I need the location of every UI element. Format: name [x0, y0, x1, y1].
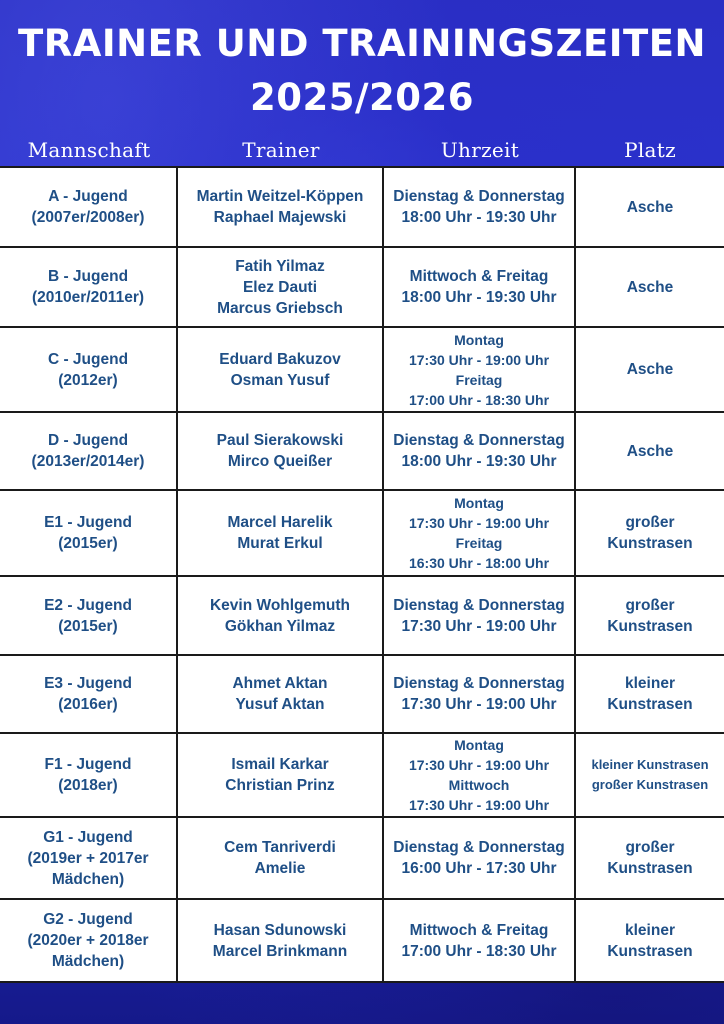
- column-header-team: Mannschaft: [27, 138, 151, 162]
- place-line: kleiner: [625, 675, 675, 692]
- place-cell: [576, 818, 724, 898]
- time-cell: [384, 577, 576, 654]
- time-line: Montag: [454, 737, 504, 753]
- time-line: Dienstag & Donnerstag: [393, 675, 565, 692]
- team-cell: [0, 491, 178, 575]
- trainer-cell: [178, 168, 384, 246]
- page-title: TRAINER UND TRAININGSZEITEN: [17, 22, 707, 65]
- time-line: 16:30 Uhr - 18:00 Uhr: [408, 555, 550, 571]
- team-line: E2 - Jugend: [44, 596, 132, 614]
- column-header-place: Platz: [624, 138, 676, 162]
- trainer-line: Elez Dauti: [242, 278, 318, 296]
- place-cell: [576, 577, 724, 654]
- time-line: Mittwoch: [448, 777, 510, 793]
- table-row: [0, 248, 724, 328]
- time-line: Montag: [454, 495, 504, 511]
- time-cell: [384, 818, 576, 898]
- time-line: 17:30 Uhr - 19:00 Uhr: [408, 351, 550, 368]
- table-row: [0, 900, 724, 983]
- trainer-line: Yusuf Aktan: [235, 696, 325, 713]
- time-line: Dienstag & Donnerstag: [393, 839, 565, 856]
- trainer-cell: [178, 900, 384, 981]
- trainer-line: Eduard Bakuzov: [219, 350, 341, 368]
- season-subtitle: 2025/2026: [250, 76, 474, 119]
- trainer-cell: [178, 491, 384, 575]
- time-line: 18:00 Uhr - 19:30 Uhr: [401, 289, 557, 306]
- table-row: [0, 734, 724, 818]
- trainer-line: Gökhan Yilmaz: [224, 617, 336, 635]
- time-line: Mittwoch & Freitag: [409, 268, 549, 285]
- trainer-line: Hasan Sdunowski: [213, 921, 347, 939]
- team-line: F1 - Jugend: [44, 756, 132, 773]
- team-cell: [0, 168, 178, 246]
- time-line: 18:00 Uhr - 19:30 Uhr: [401, 453, 557, 470]
- trainer-cell: [178, 734, 384, 816]
- trainer-line: Mirco Queißer: [227, 453, 333, 470]
- team-line: G2 - Jugend: [43, 911, 133, 928]
- team-line: (2015er): [58, 617, 118, 635]
- time-line: Dienstag & Donnerstag: [393, 596, 565, 614]
- team-line: (2019er + 2017er: [27, 849, 149, 867]
- trainer-line: Murat Erkul: [237, 535, 323, 552]
- team-cell: [0, 248, 178, 326]
- team-line: (2020er + 2018er: [27, 932, 149, 949]
- time-cell: [384, 900, 576, 981]
- trainer-cell: [178, 328, 384, 411]
- place-line: Kunstrasen: [607, 535, 693, 552]
- time-line: 17:30 Uhr - 19:00 Uhr: [401, 617, 557, 635]
- time-line: 17:30 Uhr - 19:00 Uhr: [408, 797, 550, 813]
- table-row: [0, 577, 724, 656]
- time-line: 17:30 Uhr - 19:00 Uhr: [408, 515, 550, 531]
- place-line: Asche: [626, 278, 674, 296]
- team-line: (2016er): [58, 696, 118, 713]
- team-line: E1 - Jugend: [44, 514, 132, 531]
- trainer-line: Martin Weitzel-Köppen: [196, 188, 364, 205]
- team-line: (2012er): [58, 371, 118, 389]
- place-line: großer Kunstrasen: [591, 777, 709, 792]
- table-row: [0, 168, 724, 248]
- time-cell: [384, 248, 576, 326]
- trainer-line: Osman Yusuf: [230, 371, 330, 389]
- trainer-cell: [178, 577, 384, 654]
- time-line: Dienstag & Donnerstag: [393, 188, 565, 205]
- place-line: großer: [625, 839, 675, 856]
- trainer-line: Marcel Harelik: [227, 514, 333, 531]
- trainer-cell: [178, 656, 384, 732]
- place-line: Kunstrasen: [607, 696, 693, 713]
- place-cell: [576, 168, 724, 246]
- trainer-line: Marcel Brinkmann: [212, 942, 348, 960]
- team-line: E3 - Jugend: [44, 675, 132, 692]
- trainer-line: Paul Sierakowski: [216, 432, 344, 449]
- place-line: Asche: [626, 361, 674, 378]
- table-row: [0, 413, 724, 491]
- place-line: großer: [625, 514, 675, 531]
- place-cell: [576, 248, 724, 326]
- team-line: (2007er/2008er): [31, 209, 145, 226]
- time-line: Montag: [454, 331, 504, 348]
- team-line: C - Jugend: [47, 350, 129, 368]
- trainer-cell: [178, 413, 384, 489]
- team-cell: [0, 656, 178, 732]
- place-line: Asche: [626, 442, 674, 460]
- time-cell: [384, 413, 576, 489]
- time-line: 18:00 Uhr - 19:30 Uhr: [401, 209, 557, 226]
- table-row: [0, 328, 724, 413]
- time-cell: [384, 168, 576, 246]
- team-cell: [0, 577, 178, 654]
- trainer-line: Ismail Karkar: [231, 756, 329, 773]
- time-cell: [384, 656, 576, 732]
- place-cell: [576, 328, 724, 411]
- time-cell: [384, 734, 576, 816]
- team-line: B - Jugend: [47, 268, 129, 285]
- trainer-line: Marcus Griebsch: [217, 299, 343, 317]
- trainer-line: Cem Tanriverdi: [224, 839, 336, 856]
- team-cell: [0, 734, 178, 816]
- trainer-line: Christian Prinz: [225, 777, 335, 794]
- time-line: 17:00 Uhr - 18:30 Uhr: [408, 391, 550, 408]
- team-cell: [0, 900, 178, 981]
- trainer-line: Amelie: [254, 860, 306, 877]
- time-cell: [384, 328, 576, 411]
- place-line: Kunstrasen: [607, 617, 693, 635]
- time-line: Freitag: [455, 371, 503, 388]
- team-line: (2013er/2014er): [31, 453, 145, 470]
- trainer-line: Ahmet Aktan: [232, 675, 328, 692]
- trainer-cell: [178, 248, 384, 326]
- schedule-table: [0, 166, 724, 983]
- team-line: (2018er): [58, 777, 118, 794]
- time-line: 16:00 Uhr - 17:30 Uhr: [401, 860, 557, 877]
- team-line: D - Jugend: [47, 432, 129, 449]
- time-line: Freitag: [455, 535, 503, 551]
- team-cell: [0, 818, 178, 898]
- time-line: 17:00 Uhr - 18:30 Uhr: [401, 942, 557, 960]
- team-line: Mädchen): [51, 953, 125, 970]
- place-cell: [576, 491, 724, 575]
- table-header: [0, 138, 724, 166]
- table-row: [0, 818, 724, 900]
- time-line: Mittwoch & Freitag: [409, 921, 549, 939]
- time-line: Dienstag & Donnerstag: [393, 432, 565, 449]
- team-cell: [0, 328, 178, 411]
- trainer-line: Fatih Yilmaz: [235, 257, 325, 275]
- place-line: Asche: [626, 198, 674, 216]
- place-line: kleiner Kunstrasen: [591, 757, 709, 772]
- place-line: kleiner: [625, 921, 675, 939]
- place-cell: [576, 656, 724, 732]
- trainer-line: Kevin Wohlgemuth: [209, 596, 351, 614]
- place-cell: [576, 900, 724, 981]
- team-line: A - Jugend: [48, 188, 128, 205]
- team-line: (2010er/2011er): [31, 289, 145, 306]
- table-row: [0, 491, 724, 577]
- place-line: Kunstrasen: [607, 942, 693, 960]
- time-cell: [384, 491, 576, 575]
- place-cell: [576, 734, 724, 816]
- trainer-cell: [178, 818, 384, 898]
- team-line: G1 - Jugend: [43, 828, 133, 846]
- place-line: großer: [625, 596, 675, 614]
- trainer-line: Raphael Majewski: [213, 209, 347, 226]
- team-line: Mädchen): [51, 870, 125, 888]
- place-line: Kunstrasen: [607, 860, 693, 877]
- time-line: 17:30 Uhr - 19:00 Uhr: [401, 696, 557, 713]
- column-header-trainer: Trainer: [242, 138, 320, 162]
- time-line: 17:30 Uhr - 19:00 Uhr: [408, 757, 550, 773]
- table-row: [0, 656, 724, 734]
- place-cell: [576, 413, 724, 489]
- column-header-time: Uhrzeit: [440, 138, 520, 162]
- team-line: (2015er): [58, 535, 118, 552]
- team-cell: [0, 413, 178, 489]
